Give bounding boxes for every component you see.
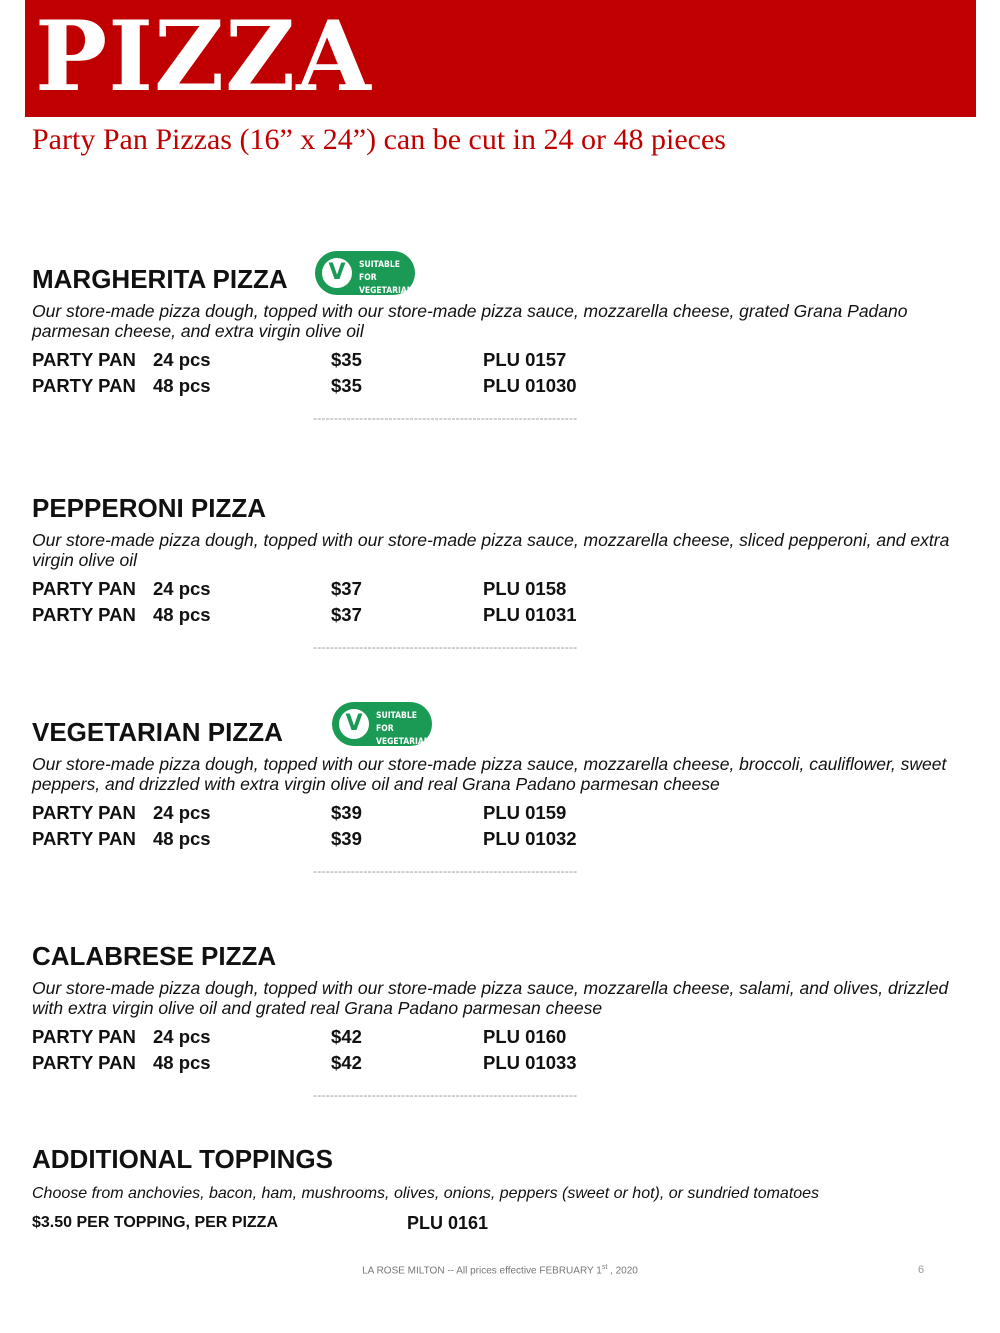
page-footer: LA ROSE MILTON -- All prices effective FEBRUARY 1st , 2020 bbox=[362, 1264, 638, 1277]
plu-code: PLU 0158 bbox=[483, 578, 567, 599]
price: $35 bbox=[331, 349, 362, 370]
pieces-label: 24 pcs bbox=[153, 578, 211, 599]
plu-code: PLU 01030 bbox=[483, 375, 577, 396]
size-label: PARTY PAN bbox=[32, 1052, 136, 1073]
vegetarian-badge-text: SUITABLE FOR VEGETARIANS bbox=[376, 711, 436, 747]
toppings-plu: PLU 0161 bbox=[407, 1213, 489, 1233]
plu-code: PLU 01032 bbox=[483, 828, 577, 849]
plu-code: PLU 0160 bbox=[483, 1026, 567, 1047]
divider: --------------------------------------------------------------- bbox=[313, 640, 578, 654]
item-title: VEGETARIAN PIZZA bbox=[32, 717, 283, 747]
page-number: 6 bbox=[918, 1264, 925, 1276]
toppings-price-row bbox=[32, 1210, 972, 1236]
price-row bbox=[32, 602, 972, 628]
plu-code: PLU 01031 bbox=[483, 604, 577, 625]
pieces-label: 24 pcs bbox=[153, 802, 211, 823]
item-title: PEPPERONI PIZZA bbox=[32, 493, 267, 523]
page-title: PIZZA bbox=[35, 0, 372, 113]
price-row bbox=[32, 800, 972, 826]
divider: --------------------------------------------------------------- bbox=[313, 1088, 578, 1102]
price: $39 bbox=[331, 802, 362, 823]
header-banner bbox=[25, 0, 976, 117]
pieces-label: 24 pcs bbox=[153, 349, 211, 370]
pieces-label: 24 pcs bbox=[153, 1026, 211, 1047]
size-label: PARTY PAN bbox=[32, 375, 136, 396]
size-label: PARTY PAN bbox=[32, 802, 136, 823]
vegetarian-badge-icon bbox=[332, 702, 436, 747]
plu-code: PLU 0159 bbox=[483, 802, 567, 823]
size-label: PARTY PAN bbox=[32, 604, 136, 625]
menu-item-calabrese bbox=[32, 941, 972, 1076]
item-description: Our store-made pizza dough, topped with our store-made pizza sauce, mozzarella cheese, broccoli, cauliflower, sweet peppers, and drizzled with extra virgin olive oil and real Grana Padano parmesan cheese bbox=[32, 754, 947, 794]
toppings-title: ADDITIONAL TOPPINGS bbox=[32, 1144, 333, 1174]
vegetarian-badge-icon bbox=[315, 251, 419, 296]
price: $42 bbox=[331, 1052, 362, 1073]
plu-code: PLU 0157 bbox=[483, 349, 567, 370]
item-description: Our store-made pizza dough, topped with our store-made pizza sauce, mozzarella cheese, grated Grana Padano parmesan cheese, and extra virgin olive oil bbox=[32, 301, 908, 341]
size-label: PARTY PAN bbox=[32, 578, 136, 599]
vegetarian-v-icon bbox=[319, 255, 355, 291]
pieces-label: 48 pcs bbox=[153, 828, 211, 849]
toppings-description: Choose from anchovies, bacon, ham, mushrooms, olives, onions, peppers (sweet or hot), or sundried tomatoes bbox=[32, 1185, 820, 1202]
toppings-price: $3.50 PER TOPPING, PER PIZZA bbox=[32, 1214, 278, 1231]
pieces-label: 48 pcs bbox=[153, 375, 211, 396]
price-row bbox=[32, 373, 972, 399]
vegetarian-badge-text: SUITABLE FOR VEGETARIANS bbox=[359, 260, 419, 296]
price-row bbox=[32, 347, 972, 373]
price-row bbox=[32, 1024, 972, 1050]
item-title: MARGHERITA PIZZA bbox=[32, 264, 288, 294]
price-row bbox=[32, 1050, 972, 1076]
item-title: CALABRESE PIZZA bbox=[32, 941, 277, 971]
additional-toppings bbox=[32, 1144, 972, 1236]
price-row bbox=[32, 826, 972, 852]
plu-code: PLU 01033 bbox=[483, 1052, 577, 1073]
pieces-label: 48 pcs bbox=[153, 604, 211, 625]
price: $35 bbox=[331, 375, 362, 396]
vegetarian-v-icon bbox=[336, 706, 372, 742]
divider: --------------------------------------------------------------- bbox=[313, 864, 578, 878]
item-description: Our store-made pizza dough, topped with our store-made pizza sauce, mozzarella cheese, salami, and olives, drizzled with extra virgin olive oil and grated real Grana Padano parmesan cheese bbox=[32, 978, 949, 1018]
item-description: Our store-made pizza dough, topped with our store-made pizza sauce, mozzarella cheese, sliced pepperoni, and extra virgin olive oil bbox=[32, 530, 950, 570]
size-label: PARTY PAN bbox=[32, 1026, 136, 1047]
size-label: PARTY PAN bbox=[32, 828, 136, 849]
menu-item-margherita bbox=[32, 264, 972, 399]
pieces-label: 48 pcs bbox=[153, 1052, 211, 1073]
menu-item-pepperoni bbox=[32, 493, 972, 628]
price: $42 bbox=[331, 1026, 362, 1047]
page-subtitle: Party Pan Pizzas (16” x 24”) can be cut in 24 or 48 pieces bbox=[32, 123, 726, 156]
price: $37 bbox=[331, 604, 362, 625]
price-row bbox=[32, 576, 972, 602]
divider: --------------------------------------------------------------- bbox=[313, 411, 578, 425]
size-label: PARTY PAN bbox=[32, 349, 136, 370]
menu-item-vegetarian bbox=[32, 717, 972, 852]
price: $37 bbox=[331, 578, 362, 599]
price: $39 bbox=[331, 828, 362, 849]
